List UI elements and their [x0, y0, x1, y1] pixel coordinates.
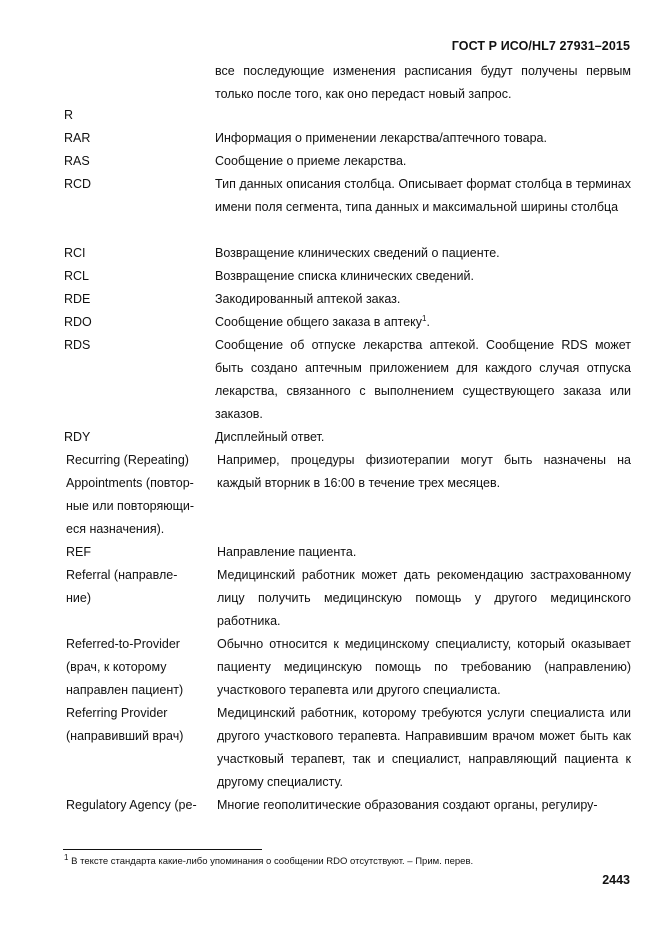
- term-rdo: RDO: [64, 315, 92, 329]
- term-ref: REF: [66, 545, 91, 559]
- definition-regulatory-agency: Многие геополитические образования создают органы, регулиру-: [217, 798, 598, 812]
- term-rcl: RCL: [64, 269, 90, 283]
- term-rar: RAR: [64, 131, 91, 145]
- term-ras: RAS: [64, 154, 90, 168]
- definition-rdo-end: .: [426, 315, 430, 329]
- term-rcd: RCD: [64, 177, 92, 191]
- definition-rdy: Дисплейный ответ.: [215, 430, 325, 444]
- definition-ref: Направление пациента.: [217, 545, 357, 559]
- term-referral: Referral (направле- ние): [66, 568, 178, 605]
- definition-rcd: Тип данных описания столбца. Описывает формат столбца в терминах имени поля сегмента, типа данных и максимальной ширины столбца: [215, 177, 631, 214]
- definition-rdo-text: Сообщение общего заказа в аптеку: [215, 315, 423, 329]
- term-referred-to-provider: Referred-to-Provider (врач, к которому направлен пациент): [66, 637, 184, 697]
- term-recurring-appointments: Recurring (Repeating) Appointments (повтор- ные или повторяющи- еся назначения).: [66, 453, 195, 536]
- definition-rde: Закодированный аптекой заказ.: [215, 292, 401, 306]
- term-rds: RDS: [64, 338, 91, 352]
- definition-rdo: [215, 311, 631, 334]
- term-regulatory-agency: Regulatory Agency (ре-: [66, 798, 197, 812]
- definition-referred-to-provider: Обычно относится к медицинскому специалисту, который оказывает пациенту медицинскую помощь по требованию (направлению) участкового терапевта или другого специалиста.: [217, 637, 631, 697]
- definition-rds: Сообщение об отпуске лекарства аптекой. Сообщение RDS может быть создано аптечным приложением для каждого случая отпуска лекарства, связанного с выполнением существующего заказа или заказов.: [215, 338, 631, 421]
- term-rdy: RDY: [64, 430, 91, 444]
- footnote-reference: 1: [422, 313, 427, 323]
- definition-referral: Медицинский работник может дать рекомендацию застрахованному лицу получить медицинскую помощь у другого медицинского работника.: [217, 568, 631, 628]
- footnote: [64, 852, 474, 869]
- definition-recurring-appointments: Например, процедуры физиотерапии могут быть назначены на каждый вторник в 16:00 в течение трех месяцев.: [217, 453, 631, 490]
- definition-referring-provider: Медицинский работник, которому требуются услуги специалиста или другого участкового терапевта. Направившим врачом может быть как участковый терапевт, так и специалист, направляющий пациента к другому специалисту.: [217, 706, 631, 789]
- continuation-text: все последующие изменения расписания будут получены первым только после того, как оно передаст новый запрос.: [215, 64, 631, 101]
- definition-ras: Сообщение о приеме лекарства.: [215, 154, 407, 168]
- definition-rar: Информация о применении лекарства/аптечного товара.: [215, 131, 547, 145]
- document-header: ГОСТ Р ИСО/HL7 27931–2015: [451, 39, 630, 53]
- term-rde: RDE: [64, 292, 91, 306]
- term-referring-provider: Referring Provider (направивший врач): [66, 706, 184, 743]
- section-letter: R: [64, 108, 74, 122]
- definition-rci: Возвращение клинических сведений о пациенте.: [215, 246, 500, 260]
- footnote-separator: [63, 849, 262, 850]
- footnote-text: В тексте стандарта какие-либо упоминания о сообщении RDO отсутствуют. – Прим. перев.: [71, 856, 474, 867]
- page-number: 2443: [602, 873, 630, 887]
- definition-rcl: Возвращение списка клинических сведений.: [215, 269, 474, 283]
- footnote-mark: 1: [64, 852, 69, 862]
- term-rci: RCI: [64, 246, 86, 260]
